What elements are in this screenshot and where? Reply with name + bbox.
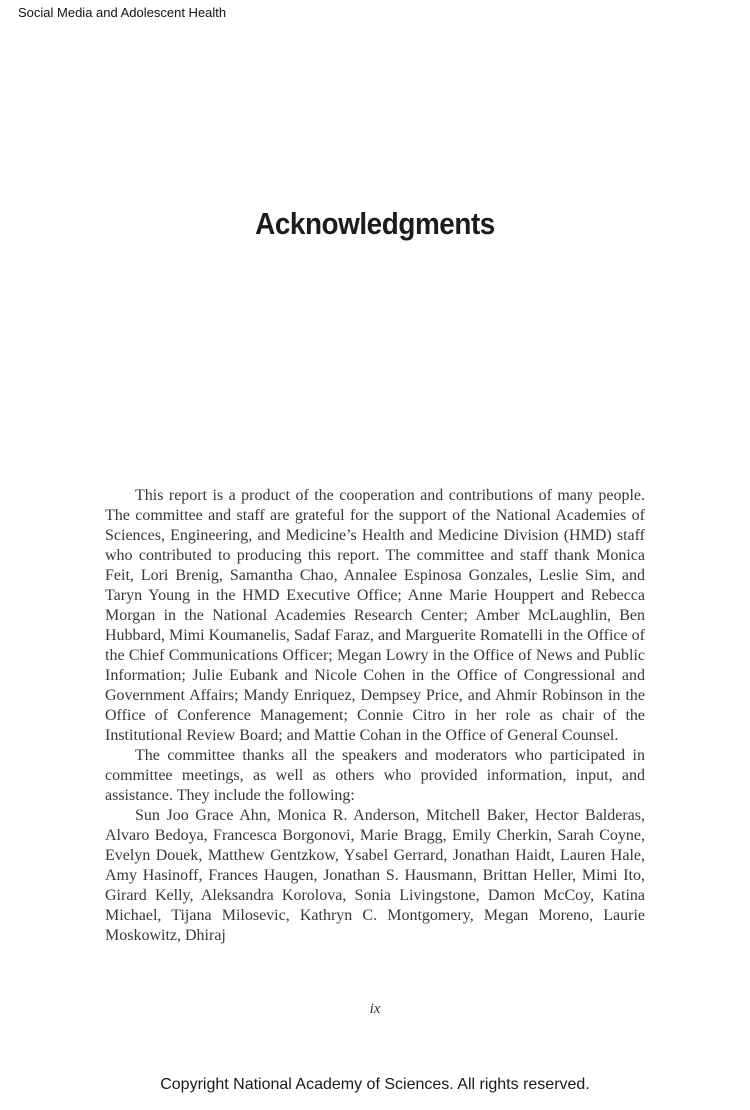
copyright-footer: Copyright National Academy of Sciences. All rights reserved. (160, 1076, 590, 1093)
page-number: ix (369, 1001, 381, 1017)
running-head: Social Media and Adolescent Health (18, 5, 227, 20)
paragraph-speakers-intro: The committee thanks all the speakers and moderators who participated in committee meetings, as well as others who provided information, input, and assistance. They include the following: (105, 747, 645, 804)
paragraph-acknowledgment-staff: This report is a product of the cooperation and contributions of many people. The committee and staff are grateful for the support of the National Academies of Sciences, Engineering, and Medicine’s Health and Medicine Division (HMD) staff who contributed to producing this report. The committee and staff thank Monica Feit, Lori Brenig, Samantha Chao, Annalee Espinosa Gonzales, Leslie Sim, and Taryn Young in the HMD Executive Office; Anne Marie Houppert and Rebecca Morgan in the National Academies Research Center; Amber McLaughlin, Ben Hubbard, Mimi Koumanelis, Sadaf Faraz, and Marguerite Romatelli in the Office of the Chief Communications Officer; Megan Lowry in the Office of News and Public Information; Julie Eubank and Nicole Cohen in the Office of Congressional and Government Affairs; Mandy Enriquez, Dempsey Price, and Ahmir Robinson in the Office of Conference Management; Connie Citro in her role as chair of the Institutional Review Board; and Mattie Cohan in the Office of General Counsel. (105, 487, 645, 744)
paragraph-speaker-names: Sun Joo Grace Ahn, Monica R. Anderson, Mitchell Baker, Hector Balderas, Alvaro Bedoya, Francesca Borgonovi, Marie Bragg, Emily Cherkin, Sarah Coyne, Evelyn Douek, Matthew Gentzkow, Ysabel Gerrard, Jonathan Haidt, Lauren Hale, Amy Hasinoff, Frances Haugen, Jonathan S. Hausmann, Brittan Heller, Mimi Ito, Girard Kelly, Aleksandra Korolova, Sonia Livingstone, Damon McCoy, Katina Michael, Tijana Milosevic, Kathryn C. Montgomery, Megan Moreno, Laurie Moskowitz, Dhiraj (105, 807, 645, 944)
body-text (105, 486, 645, 946)
page-title: Acknowledgments (255, 206, 495, 241)
